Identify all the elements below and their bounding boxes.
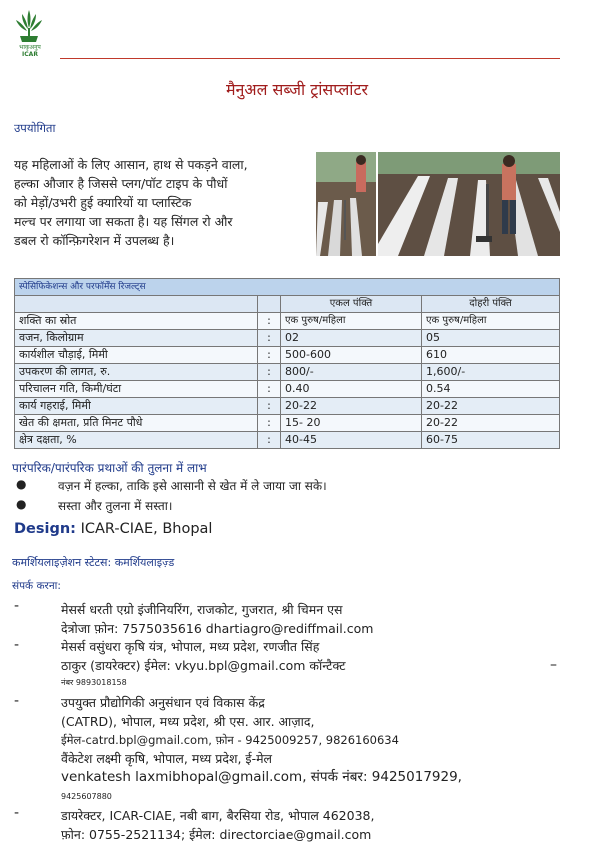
utility-line: मल्च पर लगाया जा सकता है। यह सिंगल रो और [14, 214, 233, 229]
table-row [15, 415, 560, 432]
design-label: Design: [14, 521, 76, 537]
row-single: 02 [281, 330, 422, 347]
table-row [15, 330, 560, 347]
contact-line: (CATRD), भोपाल, मध्य प्रदेश, श्री एस. आर. आज़ाद, [61, 714, 315, 729]
benefits-heading: पारंपरिक/पारंपरिक प्रथाओं की तुलना में लाभ [12, 461, 207, 475]
row-double: 05 [422, 330, 560, 347]
row-label: उपकरण की लागत, रु. [15, 364, 258, 381]
row-sep: : [258, 398, 281, 415]
contact-line: ठाकुर (डायरेक्टर) ईमेल: vkyu.bpl@gmail.com कॉन्टैक्ट [61, 658, 346, 673]
contact-line: वैंकेटेश लक्ष्मी कृषि, भोपाल, मध्य प्रदेश, ई-मेल [61, 751, 273, 766]
contact-line: venkatesh laxmibhopal@gmail.com, संपर्क नंबर: 9425017929, [61, 769, 462, 785]
contact-line: मेसर्स धरती एग्रो इंजीनियरिंग, राजकोट, गुजरात, श्री चिमन एस [61, 602, 343, 617]
row-label: क्षेत्र दक्षता, % [15, 432, 258, 449]
bullet-icon: ● [16, 497, 27, 511]
col-single: एकल पंक्ति [281, 296, 422, 313]
header-rule [60, 58, 560, 59]
contact-3 [61, 693, 561, 750]
logo-hindi: भाकृअनुप [19, 44, 41, 51]
table-row [15, 313, 560, 330]
row-double: 20-22 [422, 398, 560, 415]
row-single: एक पुरुष/महिला [281, 313, 422, 330]
dash-icon: - [14, 598, 20, 614]
contact-heading: संपर्क करना: [12, 580, 61, 592]
contact-2 [61, 637, 541, 675]
spec-caption: स्पेसिफिकेशन्स और परफॉर्मेंस रिजल्ट्स [15, 279, 560, 296]
design-line [14, 521, 212, 537]
table-row [15, 381, 560, 398]
row-single: 40-45 [281, 432, 422, 449]
row-sep: : [258, 330, 281, 347]
header-sep [258, 296, 281, 313]
row-double: 610 [422, 347, 560, 364]
bullet-icon: ● [16, 477, 27, 491]
spec-table [14, 278, 560, 449]
row-double: 1,600/- [422, 364, 560, 381]
row-single: 15- 20 [281, 415, 422, 432]
contact-line: मेसर्स वसुंधरा कृषि यंत्र, भोपाल, मध्य प्रदेश, रणजीत सिंह [61, 639, 320, 654]
dash-icon: - [14, 805, 20, 821]
row-label: वजन, किलोग्राम [15, 330, 258, 347]
row-label: शक्ति का स्रोत [15, 313, 258, 330]
table-row [15, 398, 560, 415]
contact-line: उपयुक्त प्रौद्योगिकी अनुसंधान एवं विकास केंद्र [61, 695, 265, 710]
dash-icon: – [550, 657, 557, 673]
row-label: कार्य गहराई, मिमी [15, 398, 258, 415]
contact-line: फ़ोन: 0755-2521134; ईमेल: directorciae@gmail.com [61, 827, 372, 842]
table-row [15, 432, 560, 449]
utility-line: यह महिलाओं के लिए आसान, हाथ से पकड़ने वाला, [14, 157, 248, 172]
contact-4-phone: 9425607880 [61, 792, 112, 801]
table-row [15, 364, 560, 381]
row-sep: : [258, 381, 281, 398]
logo-text [10, 44, 50, 58]
dash-icon: - [14, 693, 20, 709]
spec-header-row [15, 296, 560, 313]
contact-2-phone: नंबर 9893018158 [61, 678, 127, 687]
utility-line: हल्का औजार है जिससे प्लग/पॉट टाइप के पौधों [14, 176, 228, 191]
row-single: 0.40 [281, 381, 422, 398]
design-value: ICAR-CIAE, Bhopal [80, 521, 213, 537]
row-single: 800/- [281, 364, 422, 381]
spec-caption-row [15, 279, 560, 296]
benefit-item: सस्ता और तुलना में सस्ता। [58, 499, 173, 513]
row-single: 20-22 [281, 398, 422, 415]
field-photo-double-row [378, 152, 560, 256]
logo-english: ICAR [22, 51, 38, 58]
row-sep: : [258, 432, 281, 449]
row-label: परिचालन गति, किमी/घंटा [15, 381, 258, 398]
page-title: मैनुअल सब्जी ट्रांसप्लांटर [225, 80, 369, 99]
contact-1 [61, 600, 541, 638]
row-sep: : [258, 364, 281, 381]
table-row [15, 347, 560, 364]
row-double: एक पुरुष/महिला [422, 313, 560, 330]
dash-icon: - [14, 637, 20, 653]
row-sep: : [258, 347, 281, 364]
row-sep: : [258, 313, 281, 330]
row-double: 60-75 [422, 432, 560, 449]
row-label: खेत की क्षमता, प्रति मिनट पौधे [15, 415, 258, 432]
col-double: दोहरी पंक्ति [422, 296, 560, 313]
row-double: 0.54 [422, 381, 560, 398]
benefit-item: वज़न में हल्का, ताकि इसे आसानी से खेत में ले जाया जा सके। [58, 479, 327, 493]
header-empty [15, 296, 258, 313]
contact-4 [61, 749, 581, 787]
row-label: कार्यशील चौड़ाई, मिमी [15, 347, 258, 364]
row-single: 500-600 [281, 347, 422, 364]
field-photo-single-row [316, 152, 376, 256]
row-double: 20-22 [422, 415, 560, 432]
utility-paragraph [14, 155, 314, 250]
commercial-status: कमर्शियलाइज़ेशन स्टेटस: कमर्शियलाइज़्ड [12, 556, 175, 569]
row-sep: : [258, 415, 281, 432]
utility-line: को मेड़ों/उभरी हुई क्यारियों या प्लास्टिक [14, 195, 192, 210]
utility-heading: उपयोगिता [14, 121, 56, 135]
contact-line: ईमेल-catrd.bpl@gmail.com, फ़ोन - 9425009257, 9826160634 [61, 733, 399, 747]
contact-line: डायरेक्टर, ICAR-CIAE, नबी बाग, बैरसिया रोड, भोपाल 462038, [61, 808, 375, 823]
contact-5 [61, 806, 561, 844]
contact-line: देत्रोजा फ़ोन: 7575035616 dhartiagro@rediffmail.com [61, 621, 374, 636]
utility-line: डबल रो कॉन्फ़िगरेशन में उपलब्ध है। [14, 233, 175, 248]
